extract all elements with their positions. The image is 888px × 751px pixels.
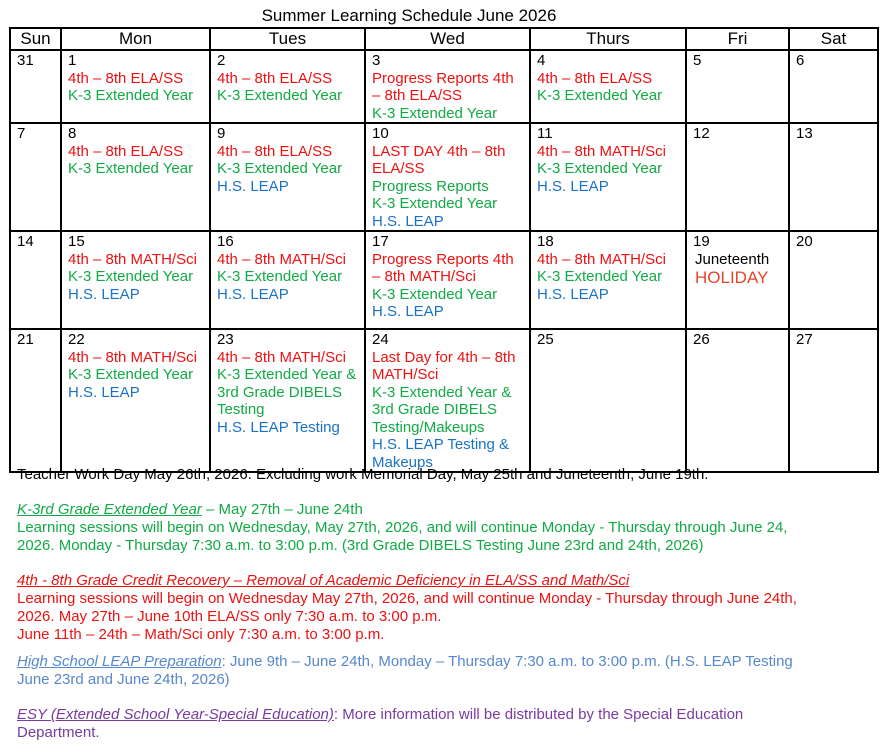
event-line: K-3 Extended Year <box>68 87 194 104</box>
day-number: 14 <box>17 233 34 250</box>
day-number: 8 <box>68 125 77 142</box>
k3-dates: – May 27th – June 24th <box>201 501 363 518</box>
event-line: K-3 Extended Year <box>68 366 194 383</box>
day-number: 3 <box>372 52 381 69</box>
event-line: H.S. LEAP <box>372 303 444 320</box>
event-line: Juneteenth <box>695 250 770 268</box>
day-cell <box>365 231 530 329</box>
hs-leap-heading: High School LEAP Preparation <box>17 653 222 670</box>
esy-note <box>17 706 817 742</box>
event-line: 4th – 8th MATH/Sci <box>537 250 666 268</box>
day-cell <box>686 329 789 472</box>
weekday-header: Sun <box>10 28 61 50</box>
event-line: 4th – 8th MATH/Sci <box>68 250 197 268</box>
event-line: 4th – 8th ELA/SS <box>68 142 184 160</box>
event-line: K-3 Extended Year <box>68 160 194 177</box>
event-line: 4th – 8th ELA/SS <box>217 142 333 160</box>
event-line: LAST DAY 4th – 8th ELA/SS <box>372 142 506 177</box>
event-line: H.S. LEAP <box>217 285 289 303</box>
day-number: 4 <box>537 52 546 69</box>
day-number: 18 <box>537 233 554 250</box>
day-cell <box>10 231 61 329</box>
event-line: Last Day for 4th – 8th MATH/Sci <box>372 348 516 383</box>
k3-heading: K-3rd Grade Extended Year <box>17 501 202 518</box>
day-cell <box>61 231 210 329</box>
event-line: K-3 Extended Year <box>372 104 498 122</box>
day-number: 22 <box>68 331 85 348</box>
event-line: H.S. LEAP <box>537 285 609 303</box>
event-line: K-3 Extended Year & 3rd Grade DIBELS Testing <box>217 366 357 418</box>
calendar-table <box>9 27 879 473</box>
day-cell <box>686 123 789 231</box>
day-number: 19 <box>693 233 710 250</box>
day-number: 24 <box>372 331 389 348</box>
day-cell <box>365 50 530 123</box>
event-line: HOLIDAY <box>695 268 769 287</box>
week-row <box>10 123 878 231</box>
day-cell <box>365 123 530 231</box>
day-cell <box>789 50 878 123</box>
event-line: Progress Reports 4th – 8th ELA/SS <box>372 69 514 104</box>
day-number: 16 <box>217 233 234 250</box>
day-cell <box>210 50 365 123</box>
event-line: 4th – 8th MATH/Sci <box>68 348 197 366</box>
day-number: 23 <box>217 331 234 348</box>
work-day-note: Teacher Work Day May 26th, 2026. Excluding work Memorial Day, May 25th and Juneteenth, June 19th. <box>17 466 709 483</box>
event-line: K-3 Extended Year <box>68 268 194 285</box>
day-number: 7 <box>17 125 26 142</box>
week-row <box>10 231 878 329</box>
day-number: 9 <box>217 125 226 142</box>
event-line: Progress Reports 4th – 8th MATH/Sci <box>372 250 514 285</box>
weekday-header: Fri <box>686 28 789 50</box>
day-cell <box>61 50 210 123</box>
day-cell <box>686 231 789 329</box>
event-line: K-3 Extended Year <box>537 268 663 285</box>
day-number: 27 <box>796 331 813 348</box>
event-line: H.S. LEAP <box>537 177 609 195</box>
day-cell <box>210 231 365 329</box>
day-cell <box>365 329 530 472</box>
day-cell <box>789 231 878 329</box>
event-line: 4th – 8th MATH/Sci <box>537 142 666 160</box>
event-line: K-3 Extended Year <box>217 87 343 104</box>
event-line: H.S. LEAP Testing & Makeups <box>372 436 510 471</box>
event-line: K-3 Extended Year <box>217 160 343 177</box>
day-number: 21 <box>17 331 34 348</box>
credit-recovery-heading: 4th - 8th Grade Credit Recovery – Removal of Academic Deficiency in ELA/SS and Math/Sci <box>17 572 630 589</box>
hs-leap-body: : June 9th – June 24th, Monday – Thursday 7:30 a.m. to 3:00 p.m. (H.S. LEAP Testing June 23rd and June 24th, 2026) <box>17 653 793 688</box>
event-line: H.S. LEAP <box>68 285 140 303</box>
credit-recovery-body-2: June 11th – 24th – Math/Sci only 7:30 a.m. to 3:00 p.m. <box>17 626 385 643</box>
day-number: 2 <box>217 52 226 69</box>
weekday-header: Mon <box>61 28 210 50</box>
week-row <box>10 50 878 123</box>
esy-body: : More information will be distributed by the Special Education Department. <box>17 706 744 741</box>
day-cell <box>210 123 365 231</box>
day-cell <box>530 50 686 123</box>
event-line: H.S. LEAP Testing <box>217 418 340 436</box>
event-line: K-3 Extended Year <box>217 268 343 285</box>
day-cell <box>530 231 686 329</box>
event-line: Progress Reports <box>372 177 489 195</box>
day-cell <box>61 123 210 231</box>
k3-extended-year-note <box>17 501 817 555</box>
weekday-header: Wed <box>365 28 530 50</box>
event-line: K-3 Extended Year <box>372 195 498 212</box>
day-number: 26 <box>693 331 710 348</box>
event-line: 4th – 8th MATH/Sci <box>217 250 346 268</box>
day-cell <box>10 329 61 472</box>
k3-body: Learning sessions will begin on Wednesday, May 27th, 2026, and will continue Monday - Thursday through June 24, 2026. Monday - Thursday 7:30 a.m. to 3:00 p.m. (3rd Grade DIBELS Testing June 23rd and 24th, 2026) <box>17 519 788 554</box>
event-line: H.S. LEAP <box>217 177 289 195</box>
day-cell <box>686 50 789 123</box>
day-cell <box>789 123 878 231</box>
esy-heading: ESY (Extended School Year-Special Education) <box>17 706 334 723</box>
weekday-header: Thurs <box>530 28 686 50</box>
day-number: 10 <box>372 125 389 142</box>
day-cell <box>61 329 210 472</box>
day-number: 31 <box>17 52 34 69</box>
day-cell <box>210 329 365 472</box>
page-title: Summer Learning Schedule June 2026 <box>261 6 557 25</box>
day-number: 15 <box>68 233 85 250</box>
day-cell <box>530 329 686 472</box>
day-cell <box>10 50 61 123</box>
weekday-header-row <box>10 28 878 50</box>
day-number: 25 <box>537 331 554 348</box>
event-line: 4th – 8th ELA/SS <box>217 69 333 87</box>
day-number: 20 <box>796 233 813 250</box>
event-line: K-3 Extended Year <box>372 285 498 303</box>
event-line: 4th – 8th ELA/SS <box>537 69 653 87</box>
day-number: 1 <box>68 52 77 69</box>
event-line: K-3 Extended Year & 3rd Grade DIBELS Testing/Makeups <box>372 383 512 436</box>
event-line: 4th – 8th ELA/SS <box>68 69 184 87</box>
event-line: H.S. LEAP <box>68 383 140 401</box>
day-cell <box>789 329 878 472</box>
week-row <box>10 329 878 472</box>
day-number: 11 <box>537 125 553 142</box>
weekday-header: Sat <box>789 28 878 50</box>
day-number: 5 <box>693 52 702 69</box>
credit-recovery-note <box>17 572 817 644</box>
event-line: K-3 Extended Year <box>537 87 663 104</box>
day-cell <box>10 123 61 231</box>
event-line: K-3 Extended Year <box>537 160 663 177</box>
day-cell <box>530 123 686 231</box>
hs-leap-note <box>17 653 817 689</box>
day-number: 6 <box>796 52 805 69</box>
day-number: 12 <box>693 125 710 142</box>
credit-recovery-body: Learning sessions will begin on Wednesday May 27th, 2026, and will continue Monday - Thursday through June 24th, 2026. May 27th – June 10th ELA/SS only 7:30 a.m. to 3:00 p.m. <box>17 590 797 625</box>
weekday-header: Tues <box>210 28 365 50</box>
day-number: 13 <box>796 125 813 142</box>
event-line: H.S. LEAP <box>372 212 444 230</box>
event-line: 4th – 8th MATH/Sci <box>217 348 346 366</box>
day-number: 17 <box>372 233 389 250</box>
